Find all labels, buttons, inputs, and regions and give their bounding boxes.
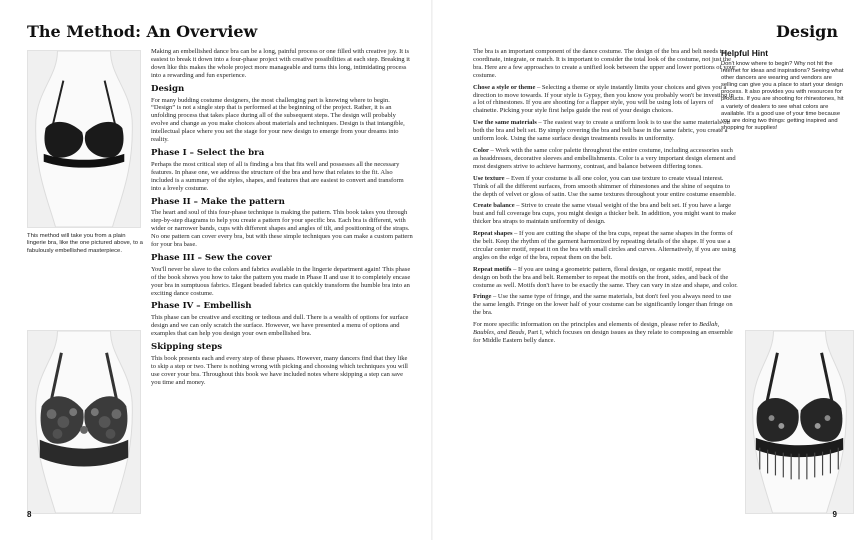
design-item-term: Repeat motifs [473,265,512,273]
section-text-skipping-steps: This book presents each and every step of these phases. However, many dancers find that they like to skip a step or two. There is nothing wrong with picking and choosing which techniques you will use cover your bra. Throughout this book we have included notes where skipping a step can save you time and money. [151,355,408,386]
section-text-phase-2: The heart and soul of this four-phase technique is making the pattern. This book takes you through step-by-step diagrams to help you create a pattern for your specific bra. Each bra is different, with wider or narrower bands, cups with different shapes and angles of tilt, and positioning of the straps. No one pattern can cover every bra, but with these simple techniques you can make a custom pattern for your bra base. [151,209,413,249]
design-item-text: – If you are using a geometric pattern, floral design, or organic motif, repeat the design on both the bra and belt. Remember to repeat the motifs on the front, sides, and back of the costume as well. Motifs don't have to be exactly the same. They can vary in size and shape, and color. [473,265,738,289]
intro-paragraph: Making an embellished dance bra can be a long, painful process or one filled with creative joy. It is easiest to break it down into a four-phase project with creative possibilities at each step. Breaking it down like this makes the whole project more manageable and turns this long, intimidating process into a rewarding and fun experience. [151,48,410,79]
design-item [473,147,738,171]
design-item [473,230,738,262]
page-number-right: 9 [832,510,837,519]
design-item-text: – If you are cutting the shape of the bra cups, repeat the same shapes in the forms of the belt. Keep the rhythm of the garment harmonized by repeating details of the shape. If you use a circular center motif, repeat it on the bra with small circles and curves. Alternatively, if you are using angles on the edge of the bra, repeat them on the belt. [473,230,736,261]
page-number-left: 8 [27,510,32,519]
section-heading-phase-1: Phase I – Select the bra [151,147,265,158]
section-heading-phase-3: Phase III – Sew the cover [151,252,272,263]
design-item-term: Color [473,146,489,154]
helpful-hint-box [721,48,847,132]
embellished-bra-photo [27,330,141,514]
section-heading-skipping-steps: Skipping steps [151,342,223,353]
design-item [473,202,738,226]
beaded-bra-photo [745,330,854,514]
design-item-text: – The easiest way to create a uniform look is to use the same materials on both the bra and belt set. By simply covering the bra and belt base in the same fabric, you create a uniform look. Using the same surface design treatments results in uniformity. [473,119,730,143]
design-item [473,119,738,143]
page-title-right: Design [776,22,838,41]
design-item-term: Use the same materials [473,119,537,127]
design-item-term: Use texture [473,174,505,182]
design-intro-paragraph: The bra is an important component of the dance costume. The design of the bra and belt needs to coordinate, integrate, or match. It is important to consider the total look of the costume, not just the bra. Here are a few approaches to create a unified look between the upper and lower portions of your costume. [473,48,736,79]
photo-caption: This method will take you from a plain lingerie bra, like the one pictured above, to a fabulously embellished masterpiece. [27,233,143,254]
design-item-text: – Strive to create the same visual weight of the bra and belt set. If you have a large bust and full coverage bra cups, you might design a thicker belt. In addition, you might want to make thicker bra straps to maintain uniformity of design. [473,202,737,226]
plain-bra-photo [27,50,141,228]
design-item [473,84,738,116]
left-body-column [151,48,414,391]
design-item [473,175,738,199]
helpful-hint-body: Don't know where to begin? Why not hit the Internet for ideas and inspirations? Seeing what other dancers are wearing and vendors are selling can give you a place to start your design process. It also provides you with resources for products. If you are shooting for rhinestones, hit a variety of dealers to see what colors are available. It's a good use of your time because you are doing two things: getting inspired and shopping for supplies! [721,61,844,131]
right-page [432,0,864,540]
design-item-term: Chose a style or theme [473,83,536,91]
design-item-term: Fringe [473,293,492,301]
design-item [473,266,738,290]
design-item-term: Repeat shapes [473,230,513,238]
design-item-term: Create balance [473,202,515,210]
closing-text-start: For more specific information on the principles and elements of design, please refer to [473,321,700,329]
section-text-phase-3: You'll never be slave to the colors and fabrics available in the lingerie department again! This phase of the book shows you how to take the pattern you made in Phase II and use it to completely encase your bra in sumptuous fabrics. Elegant beaded fabrics can quickly transform the humble bra into an exciting dance costume. [151,265,411,297]
right-body-column [473,48,738,349]
closing-paragraph [473,321,738,345]
closing-text-end: Part I, which focuses on design issues as they relate to composing an ensemble for Middle Eastern belly dance. [473,329,733,344]
section-heading-design: Design [151,83,185,94]
section-text-design: For many budding costume designers, the most challenging part is knowing where to begin. “Design” is not a single step that is performed at the beginning of the project. Rather, it is an unfolding process that takes place during all of the subsequent steps. The design will probably evolve and change as you make choices about materials and techniques. Design is that intangible, intellectual place where you set the stage for your new design to emerge from your dreams into reality. [151,96,405,144]
design-item-text: – Even if your costume is all one color, you can use texture to create visual interest. Think of all the different surfaces, from smooth shimmer of rhinestones and the shine of sequins to the depth of velvet or gloss of satin. Use the same textures throughout your entire costume ensemble. [473,174,736,198]
design-item-text: – Selecting a theme or style instantly limits your choices and gives you a direction to move towards. If your style is Gypsy, then you know you probably won't be investing in a lot of rhinestones. If you are shooting for a flapper style, you will be using lots of layers of chainette. Picking your style first helps guide the rest of your design choices. [473,83,734,115]
book-title-reference: Bedlah, Baubles, and Beads, [473,321,720,337]
design-item-text: – Use the same type of fringe, and the same materials, but don't feel you always need to use the same length. Fringe on the lower half of your costume can be significantly longer than fringe on the bra. [473,293,733,317]
design-item-text: – Work with the same color palette throughout the entire costume, including accessories such as headdresses, decorative sleeves and embellishments. Color is a very important design element and most designers strive to achieve harmony, contrast, and balance between differing tones. [473,146,736,170]
design-item [473,293,738,317]
section-heading-phase-2: Phase II – Make the pattern [151,196,285,207]
page-title-left: The Method: An Overview [27,22,258,41]
section-text-phase-1: Perhaps the most critical step of all is finding a bra that fits well and possesses all the necessary features. In phase one, we address the structure of the bra and how that relates to the fit. Also included is a summary of the styles, shapes, and features that are easiest to convert and transform into a lovely costume. [151,160,404,192]
section-text-phase-4: This phase can be creative and exciting or tedious and dull. There is a wealth of options for surface design and we can only scratch the surface. However, we have presented a menu of options and examples that can help you design your own embellished bra. [151,314,409,338]
section-heading-phase-4: Phase IV – Embellish [151,301,252,312]
helpful-hint-title: Helpful Hint [721,48,768,58]
